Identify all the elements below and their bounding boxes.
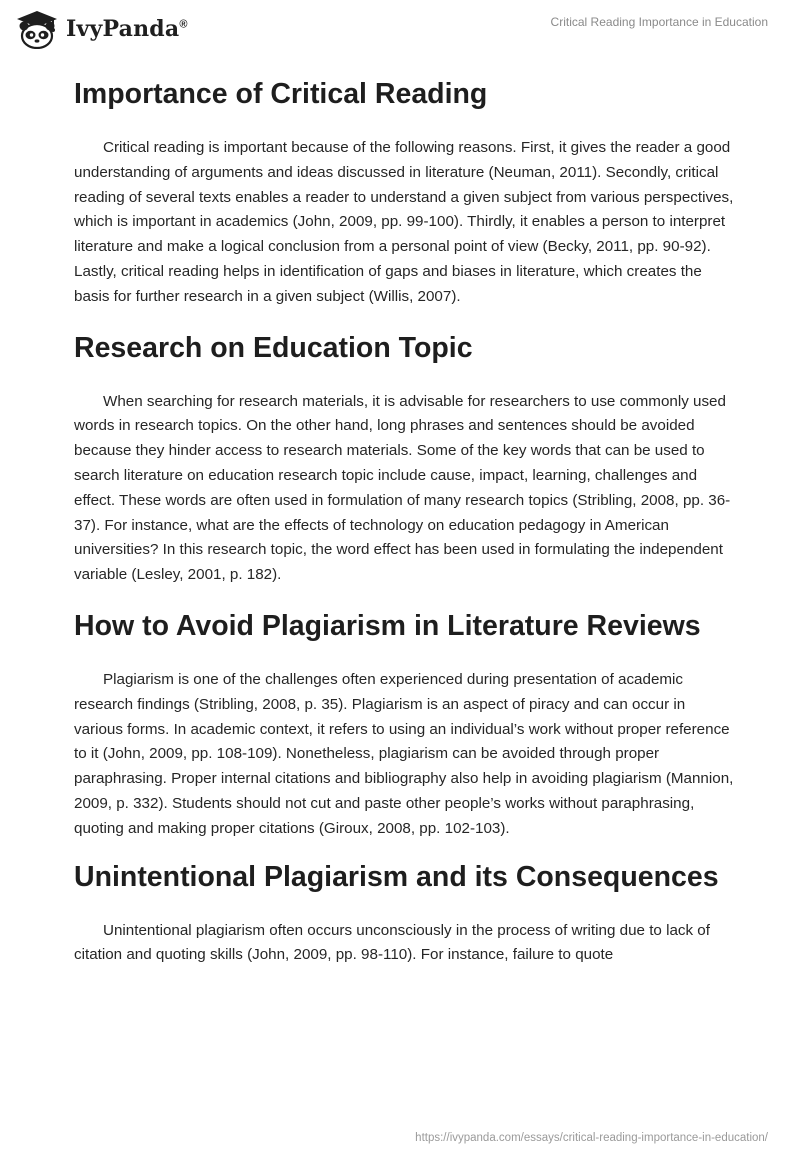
section-heading: Research on Education Topic (74, 331, 473, 364)
section-paragraph: Plagiarism is one of the challenges often experienced during presentation of academic research findings (Stribling, 2008, p. 35). Plagiarism is an aspect of piracy and can occur in various forms. In academic context, it refers to using an individual’s work without proper reference to it (John, 2009, pp. 108-109). Nonetheless, plagiarism can be avoided through proper paraphrasing. Proper internal citations and bibliography also help in avoiding plagiarism (Mannion, 2009, p. 332). Students should not cut and paste other people’s works without paraphrasing, quoting and making proper citations (Giroux, 2008, pp. 102-103). (74, 670, 734, 837)
section-paragraph: When searching for research materials, it is advisable for researchers to use commonly used words in research topics. On the other hand, long phrases and sentences should be avoided because they hinder access to research materials. Some of the key words that can be used to search literature on education research topic include cause, impact, learning, challenges and effect. These words are often used in formulation of many research topics (Stribling, 2008, pp. 36-37). For instance, what are the effects of technology on education pedagogy in American universities? In this research topic, the word effect has been used in formulating the independent variable (Lesley, 2001, p. 182). (74, 392, 731, 584)
section-paragraph: Unintentional plagiarism often occurs unconsciously in the process of writing due to lack of citation and quoting skills (John, 2009, pp. 98-110). For instance, failure to quote (74, 921, 710, 964)
brand-logo[interactable] (14, 9, 188, 49)
essay-content (74, 70, 734, 968)
page-header (0, 0, 800, 60)
brand-name: IvyPanda® (66, 16, 188, 42)
section-heading: Importance of Critical Reading (74, 78, 488, 110)
section-heading: How to Avoid Plagiarism in Literature Reviews (74, 609, 701, 642)
document-title: Critical Reading Importance in Education (550, 15, 768, 29)
section-heading: Unintentional Plagiarism and its Consequences (74, 860, 719, 893)
panda-graduation-cap-icon (14, 9, 60, 49)
source-url[interactable]: https://ivypanda.com/essays/critical-reading-importance-in-education/ (415, 1132, 768, 1144)
section-paragraph: Critical reading is important because of the following reasons. First, it gives the reader a good understanding of arguments and ideas discussed in literature (Neuman, 2011). Secondly, critical reading of several texts enables a reader to understand a given subject from various perspectives, which is important in academics (John, 2009, pp. 99-100). Thirdly, it enables a person to interpret literature and make a logical conclusion from a personal point of view (Becky, 2011, pp. 90-92). Lastly, critical reading helps in identification of gaps and biases in literature, which creates the basis for further research in a given subject (Willis, 2007). (74, 139, 734, 305)
